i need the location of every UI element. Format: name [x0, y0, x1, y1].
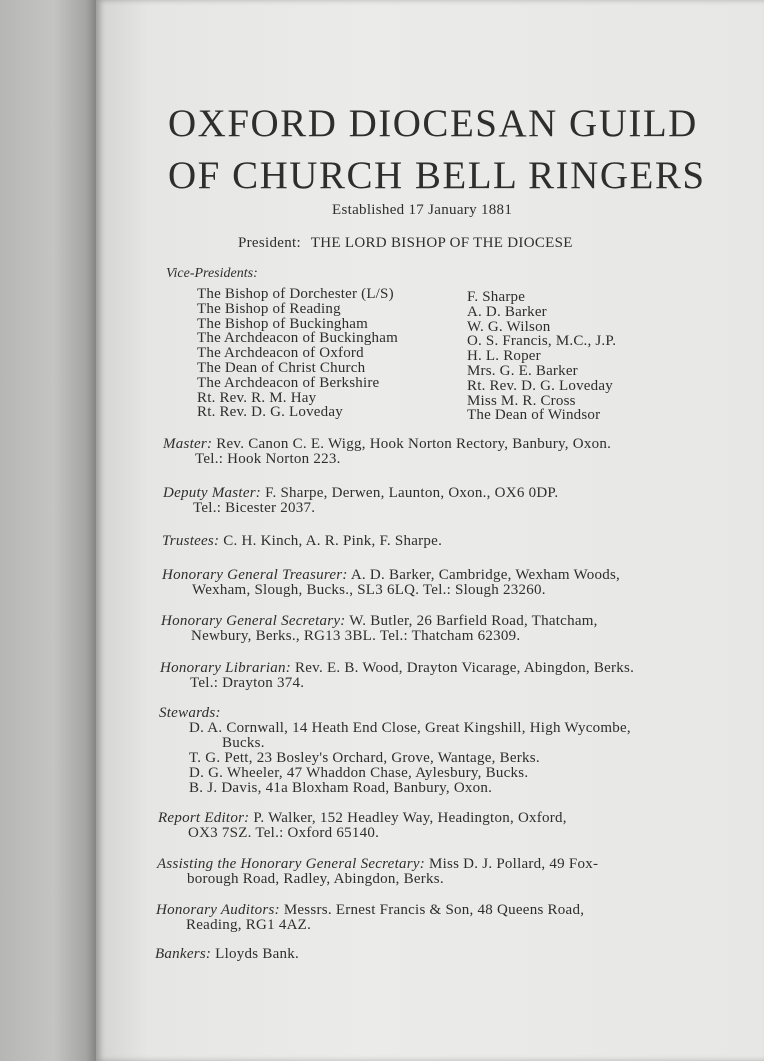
steward-line: B. J. Davis, 41a Bloxham Road, Banbury, Oxon. — [189, 780, 493, 796]
trustees-text: C. H. Kinch, A. R. Pink, F. Sharpe. — [223, 533, 443, 549]
secretary-label: Honorary General Secretary: — [161, 613, 346, 629]
deputy-master-entry — [163, 486, 558, 516]
vice-president-item: Rt. Rev. D. G. Loveday — [467, 377, 613, 394]
vice-president-item: The Archdeacon of Buckingham — [197, 330, 398, 347]
treasurer-entry — [162, 568, 620, 598]
vice-president-item: W. G. Wilson — [467, 318, 551, 335]
master-entry — [163, 437, 611, 467]
master-label: Master: — [163, 436, 213, 452]
assisting-secretary-text: Miss D. J. Pollard, 49 Fox- — [428, 856, 599, 872]
vice-president-item: The Bishop of Buckingham — [197, 315, 369, 332]
vice-presidents-right-column — [467, 290, 616, 423]
steward-line-cont: Bucks. — [222, 735, 265, 751]
stewards-label: Stewards: — [159, 705, 221, 721]
report-editor-text: P. Walker, 152 Headley Way, Headington, Oxford, — [253, 810, 567, 826]
vice-presidents-label: Vice-Presidents: — [166, 266, 258, 281]
vice-president-item: Miss M. R. Cross — [467, 392, 576, 409]
president-line — [238, 235, 573, 252]
deputy-master-label: Deputy Master: — [163, 485, 262, 501]
auditors-label: Honorary Auditors: — [156, 902, 280, 918]
vice-presidents-left-column — [197, 287, 398, 420]
president-label: President: — [238, 235, 301, 251]
steward-line: D. A. Cornwall, 14 Heath End Close, Great Kingshill, High Wycombe, — [189, 720, 631, 736]
treasurer-text-cont: Wexham, Slough, Bucks., SL3 6LQ. Tel.: Slough 23260. — [192, 582, 546, 598]
librarian-label: Honorary Librarian: — [160, 660, 292, 676]
bankers-label: Bankers: — [155, 946, 212, 962]
report-editor-entry — [158, 811, 567, 841]
secretary-text-cont: Newbury, Berks., RG13 3BL. Tel.: Thatcham 62309. — [191, 628, 521, 644]
treasurer-label: Honorary General Treasurer: — [162, 567, 348, 583]
vice-president-item: O. S. Francis, M.C., J.P. — [467, 333, 617, 350]
master-text-cont: Tel.: Hook Norton 223. — [195, 451, 341, 467]
vice-president-item: Rt. Rev. D. G. Loveday — [197, 404, 343, 421]
title-line-2: OF CHURCH BELL RINGERS — [168, 154, 706, 197]
bankers-entry — [155, 947, 299, 962]
binding-gutter — [0, 0, 98, 1061]
deputy-master-text-cont: Tel.: Bicester 2037. — [193, 500, 316, 516]
vice-president-item: Rt. Rev. R. M. Hay — [197, 389, 317, 406]
trustees-entry — [162, 534, 442, 549]
auditors-entry — [156, 903, 584, 933]
assisting-secretary-label: Assisting the Honorary General Secretary: — [157, 856, 425, 872]
librarian-text-cont: Tel.: Drayton 374. — [190, 675, 305, 691]
trustees-label: Trustees: — [162, 533, 220, 549]
librarian-text: Rev. E. B. Wood, Drayton Vicarage, Abingdon, Berks. — [295, 660, 635, 676]
steward-line: T. G. Pett, 23 Bosley's Orchard, Grove, Wantage, Berks. — [189, 750, 540, 766]
vice-president-item: The Bishop of Dorchester (L/S) — [197, 286, 394, 302]
assisting-secretary-entry — [157, 857, 598, 887]
auditors-text: Messrs. Ernest Francis & Son, 48 Queens Road, — [283, 902, 585, 918]
report-editor-text-cont: OX3 7SZ. Tel.: Oxford 65140. — [188, 825, 380, 841]
established-date: Established 17 January 1881 — [332, 202, 513, 218]
bankers-text: Lloyds Bank. — [215, 946, 299, 962]
vice-president-item: Mrs. G. E. Barker — [467, 362, 578, 379]
auditors-text-cont: Reading, RG1 4AZ. — [186, 917, 312, 933]
master-text: Rev. Canon C. E. Wigg, Hook Norton Rectory, Banbury, Oxon. — [216, 436, 612, 452]
president-value: THE LORD BISHOP OF THE DIOCESE — [310, 235, 573, 251]
deputy-master-text: F. Sharpe, Derwen, Launton, Oxon., OX6 0DP. — [265, 485, 559, 501]
vice-president-item: F. Sharpe — [467, 289, 526, 305]
vice-president-item: The Archdeacon of Berkshire — [197, 374, 380, 391]
report-editor-label: Report Editor: — [158, 810, 250, 826]
vice-president-item: A. D. Barker — [467, 303, 547, 320]
treasurer-text: A. D. Barker, Cambridge, Wexham Woods, — [350, 567, 621, 583]
vice-president-item: The Archdeacon of Oxford — [197, 345, 364, 362]
secretary-entry — [161, 614, 598, 644]
vice-president-item: H. L. Roper — [467, 348, 541, 365]
title-line-1: OXFORD DIOCESAN GUILD — [168, 102, 698, 145]
stewards-entry — [159, 706, 631, 796]
assisting-secretary-text-cont: borough Road, Radley, Abingdon, Berks. — [187, 871, 444, 887]
librarian-entry — [160, 661, 634, 691]
secretary-text: W. Butler, 26 Barfield Road, Thatcham, — [349, 613, 598, 629]
vice-president-item: The Dean of Windsor — [467, 407, 601, 424]
vice-president-item: The Bishop of Reading — [197, 300, 341, 317]
vice-president-item: The Dean of Christ Church — [197, 359, 366, 376]
steward-line: D. G. Wheeler, 47 Whaddon Chase, Aylesbury, Bucks. — [189, 765, 529, 781]
